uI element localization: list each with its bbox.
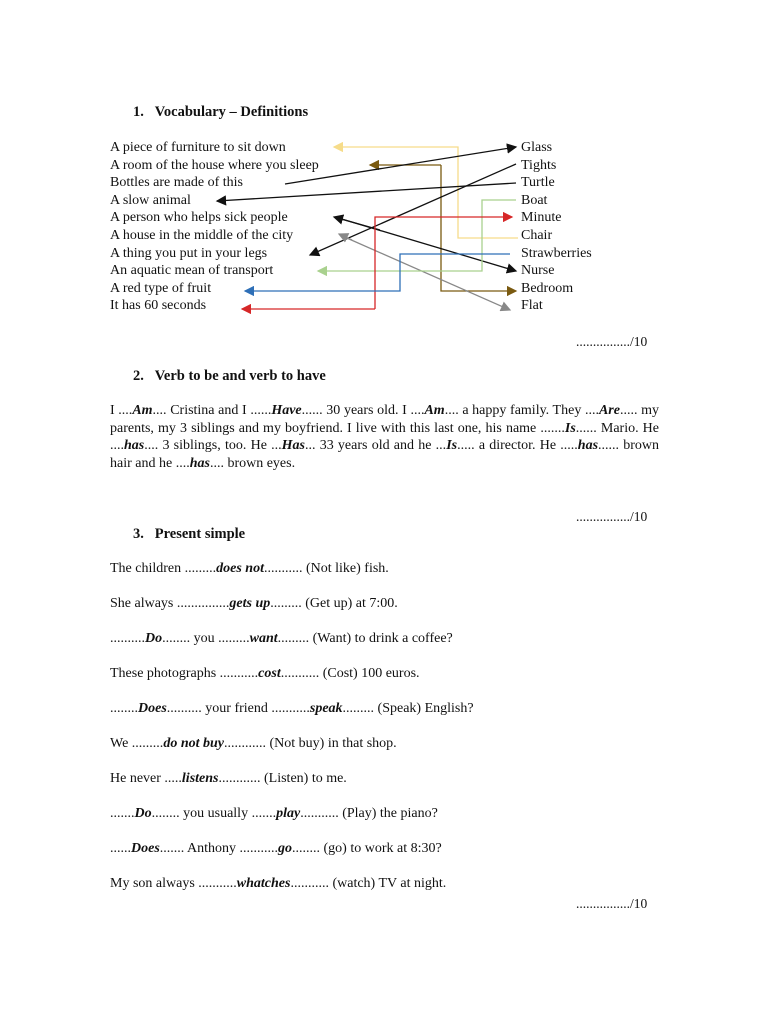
exercise-line [110,876,446,892]
link-strawberries [245,254,510,291]
link-flat [340,235,510,310]
answer: Am [132,403,153,418]
prompt-text: ...... Mario. He .... [110,420,660,454]
prompt-text: My son always ........... [110,876,237,891]
section-3-heading [133,526,245,543]
prompt-text: .... Cristina and I ...... [152,403,272,418]
exercise-line [110,771,347,787]
section-number: 3. [133,526,144,542]
score-3: ................/10 [576,896,648,911]
exercise-line [110,806,438,822]
answer: want [249,631,278,646]
prompt-text: ............ (Listen) to me. [218,771,347,786]
answer: Is [446,438,458,454]
answer: Is [564,420,576,436]
exercise-line [110,561,389,577]
section-title: Vocabulary – Definitions [154,104,309,120]
word-item: Chair [521,228,553,243]
exercise-line [110,666,420,682]
prompt-text: ......... (Speak) English? [342,701,474,716]
prompt-text: ........ you usually ....... [151,806,277,821]
prompt-text: .... brown eyes. [209,455,296,471]
prompt-text: ......... (Get up) at 7:00. [270,596,398,611]
prompt-text: ............ (Not buy) in that shop. [224,736,397,751]
answer: go [278,841,293,856]
exercise-line [110,596,398,612]
answer: Does [131,841,160,856]
link-tights [310,164,516,255]
prompt-text: ......... (Want) to drink a coffee? [277,631,453,646]
verb-paragraph [110,402,659,472]
prompt-text: I .... [110,403,133,418]
prompt-text: She always ............... [110,596,230,611]
word-item: Boat [521,192,548,208]
definition-item: Bottles are made of this [110,175,243,191]
answer: has [577,438,599,454]
word-item: Strawberries [521,245,592,261]
prompt-text: ..... a director. He ..... [457,438,578,454]
section-title: Present simple [154,526,246,542]
word-item: Flat [521,298,543,314]
prompt-text: ........... (Play) the piano? [300,806,438,821]
prompt-text: ........... (Not like) fish. [263,561,389,576]
prompt-text: ........ [110,701,138,716]
word-item: Bedroom [521,280,574,296]
answer: Are [598,403,620,418]
score-1: ................/10 [576,334,648,349]
prompt-text: He never ..... [110,771,182,786]
prompt-text: These photographs ........... [110,666,259,681]
link-nurse-start [334,217,380,230]
answer: Does [138,701,167,716]
definition-item: A person who helps sick people [110,210,288,226]
prompt-text: ..... my parents, my 3 siblings and my boyfriend. I live with this last one, his name ....... [110,403,659,436]
prompt-text: ....... [110,806,135,821]
answer: Has [281,438,305,454]
prompt-text: ........ you ......... [162,631,250,646]
score-2: ................/10 [576,509,648,524]
prompt-text: ........... (Cost) 100 euros. [280,666,420,681]
prompt-text: We ......... [110,736,164,751]
definition-item: A slow animal [110,192,191,208]
link-glass [285,147,516,184]
prompt-text: .... 3 siblings, too. He ... [144,438,282,454]
prompt-text: ........... (watch) TV at night. [290,876,447,891]
definition-item: An aquatic mean of transport [110,263,274,279]
answer: Do [134,806,152,821]
prompt-text: ....... Anthony ........... [159,841,279,856]
prompt-text: .... a happy family. They .... [444,403,599,418]
answer: Have [271,403,302,418]
section-number: 2. [133,368,144,384]
definition-item: A thing you put in your legs [110,245,268,261]
prompt-text: ...... [110,841,131,856]
definition-item: A room of the house where you sleep [110,157,319,173]
exercise-line [110,736,397,752]
answer: gets up [229,596,271,611]
answer: has [189,455,210,471]
word-item: Turtle [521,175,555,191]
section-number: 1. [133,104,144,120]
link-boat [318,200,516,271]
answer: do not buy [163,736,224,751]
answer: cost [258,666,281,681]
answer: does not [216,561,264,576]
section-title: Verb to be and verb to have [154,368,326,384]
prompt-text: .......... [110,631,145,646]
exercise-line [110,701,474,717]
definition-item: A piece of furniture to sit down [110,140,286,155]
answer: Do [145,631,163,646]
section-2-heading [133,368,326,385]
answer: whatches [236,876,291,891]
word-item: Nurse [521,263,555,279]
prompt-text: ... 33 years old and he ... [304,438,447,454]
answer: has [124,438,145,454]
prompt-text: ........ (go) to work at 8:30? [292,841,442,856]
matching-lines [0,0,768,330]
word-item: Minute [521,210,562,226]
definition-item: A red type of fruit [110,280,212,296]
prompt-text: ...... brown hair and he .... [110,438,660,471]
word-item: Glass [521,140,553,155]
prompt-text: The children ......... [110,561,217,576]
link-turtle [217,183,516,201]
definition-item: It has 60 seconds [110,298,207,314]
word-item: Tights [521,157,557,173]
answer: speak [309,701,343,716]
exercise-line [110,841,442,857]
exercise-line [110,631,453,647]
prompt-text: .......... your friend ........... [166,701,310,716]
answer: play [276,806,301,821]
answer: listens [181,771,219,786]
answer: Am [424,403,445,418]
prompt-text: ...... 30 years old. I .... [301,403,425,418]
definition-item: A house in the middle of the city [110,228,294,243]
